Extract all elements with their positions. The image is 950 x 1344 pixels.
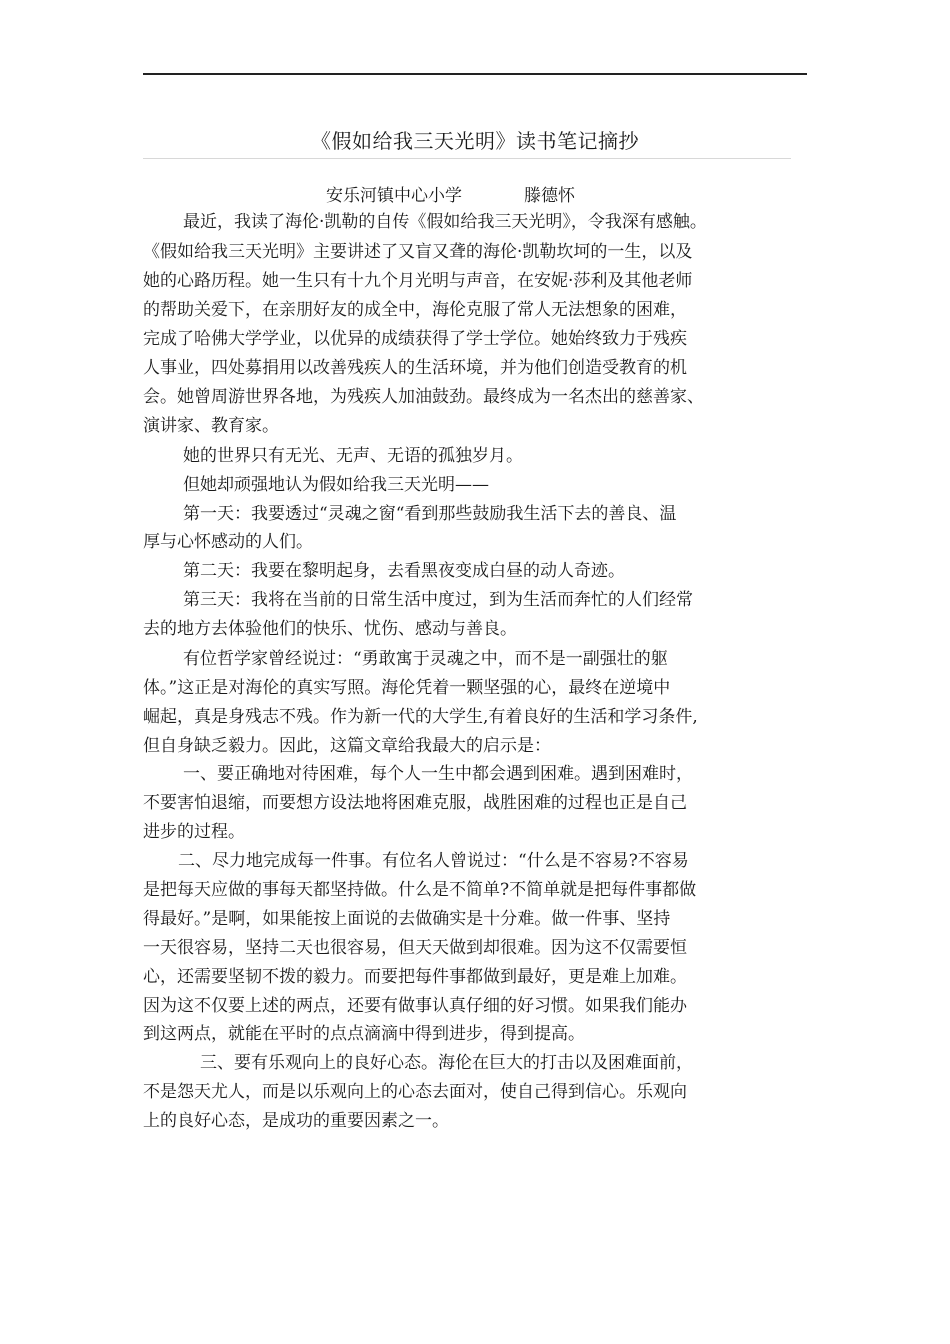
text-line: 但她却顽强地认为假如给我三天光明——: [183, 475, 489, 495]
text-line: 因为这不仅要上述的两点，还要有做事认真仔细的好习惯。如果我们能办: [143, 996, 687, 1016]
text-line: 进步的过程。: [143, 822, 245, 842]
text-line: 上的良好心态，是成功的重要因素之一。: [143, 1111, 449, 1131]
text-line: 人事业，四处募捐用以改善残疾人的生活环境，并为他们创造受教育的机: [143, 358, 687, 378]
text-line: 一、要正确地对待困难，每个人一生中都会遇到困难。遇到困难时，: [183, 764, 693, 784]
text-line: 的帮助关爱下，在亲朋好友的成全中，海伦克服了常人无法想象的困难，: [143, 300, 687, 320]
text-line: 最近，我读了海伦·凯勒的自传《假如给我三天光明》，令我深有感触。: [183, 212, 707, 232]
school-name: 安乐河镇中心小学: [326, 186, 462, 206]
text-line: 第一天：我要透过“灵魂之窗“看到那些鼓励我生活下去的善良、温: [183, 504, 677, 524]
author-name: 滕德怀: [524, 186, 575, 206]
byline: [326, 182, 575, 210]
text-line: 不要害怕退缩，而要想方设法地将困难克服，战胜困难的过程也正是自己: [143, 793, 687, 813]
text-line: 二、尽力地完成每一件事。有位名人曾说过：“什么是不容易?不容易: [178, 851, 689, 871]
text-line: 有位哲学家曾经说过：“勇敢寓于灵魂之中，而不是一副强壮的躯: [183, 649, 668, 669]
text-line: 《假如给我三天光明》主要讲述了又盲又聋的海伦·凯勒坎坷的一生，以及: [143, 242, 693, 262]
text-line: 一天很容易，坚持二天也很容易，但天天做到却很难。因为这不仅需要恒: [143, 938, 687, 958]
text-line: 崛起，真是身残志不残。作为新一代的大学生,有着良好的生活和学习条件,: [143, 707, 698, 727]
text-line: 她的心路历程。她一生只有十九个月光明与声音，在安妮·莎利及其他老师: [143, 271, 693, 291]
text-line: 会。她曾周游世界各地，为残疾人加油鼓劲。最终成为一名杰出的慈善家、: [143, 387, 704, 407]
text-line: 不是怨天尤人，而是以乐观向上的心态去面对，使自己得到信心。乐观向: [143, 1082, 687, 1102]
text-line: 心，还需要坚韧不拨的毅力。而要把每件事都做到最好，更是难上加难。: [143, 967, 687, 987]
text-line: 她的世界只有无光、无声、无语的孤独岁月。: [183, 446, 523, 466]
text-line: 三、要有乐观向上的良好心态。海伦在巨大的打击以及困难面前，: [200, 1053, 693, 1073]
header-rule: [143, 73, 807, 75]
document-title: 《假如给我三天光明》读书笔记摘抄: [311, 129, 639, 153]
title-underline: [143, 158, 791, 159]
text-line: 到这两点，就能在平时的点点滴滴中得到进步，得到提高。: [143, 1024, 585, 1044]
text-line: 体。”这正是对海伦的真实写照。海伦凭着一颗坚强的心，最终在逆境中: [143, 678, 671, 698]
text-line: 去的地方去体验他们的快乐、忧伤、感动与善良。: [143, 619, 517, 639]
text-line: 第二天：我要在黎明起身，去看黑夜变成白昼的动人奇迹。: [183, 561, 625, 581]
text-line: 得最好。”是啊，如果能按上面说的去做确实是十分难。做一件事、坚持: [143, 909, 671, 929]
text-line: 完成了哈佛大学学业，以优异的成绩获得了学士学位。她始终致力于残疾: [143, 329, 687, 349]
text-line: 第三天：我将在当前的日常生活中度过，到为生活而奔忙的人们经常: [183, 590, 693, 610]
text-line: 但自身缺乏毅力。因此，这篇文章给我最大的启示是：: [143, 736, 551, 756]
text-line: 是把每天应做的事每天都坚持做。什么是不简单?不简单就是把每件事都做: [143, 880, 697, 900]
text-line: 演讲家、教育家。: [143, 416, 279, 436]
text-line: 厚与心怀感动的人们。: [143, 532, 313, 552]
